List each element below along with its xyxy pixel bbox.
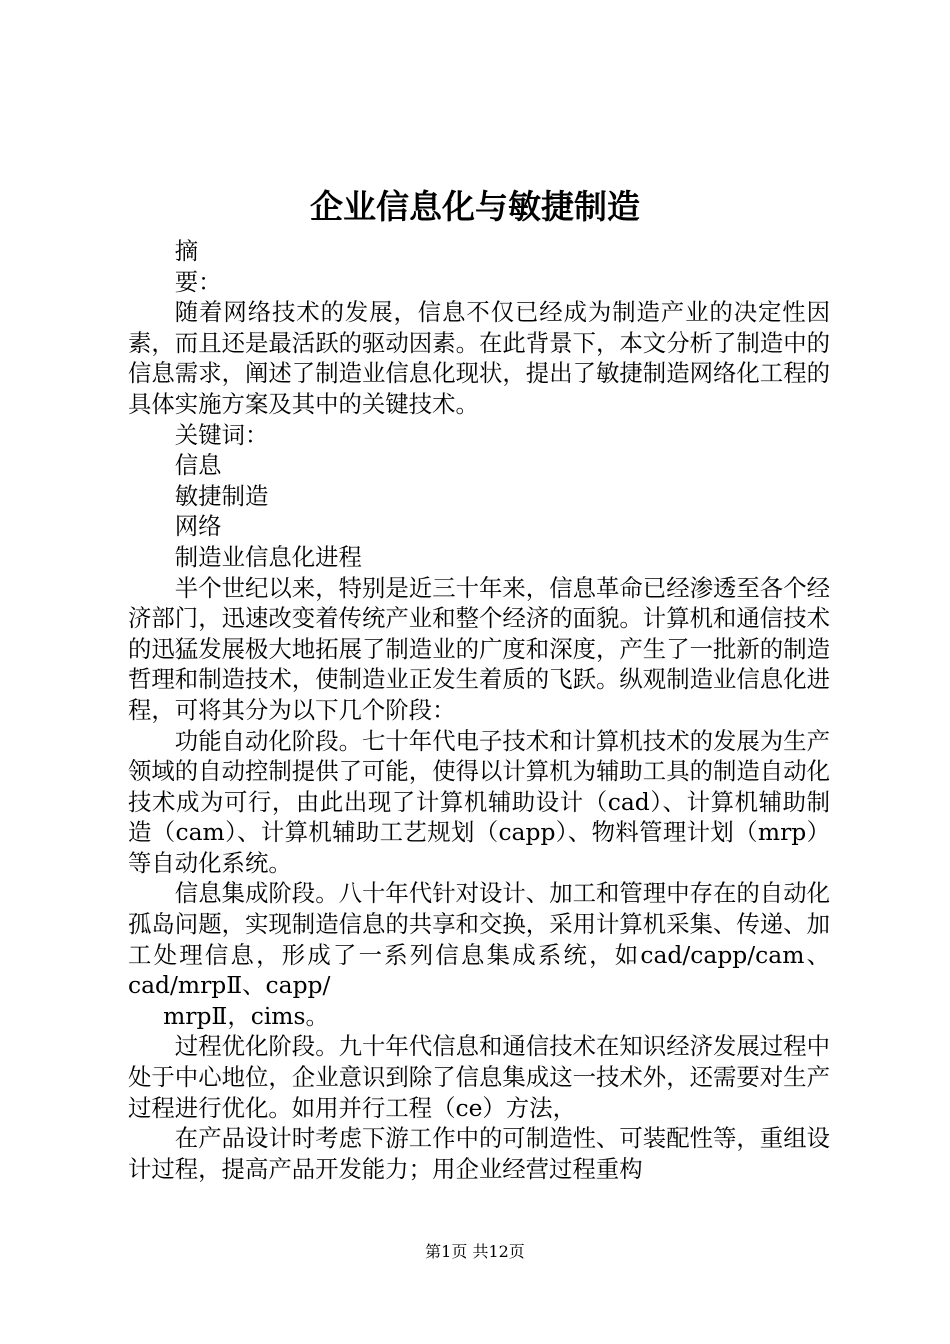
keywords-label: 关键词：	[174, 420, 269, 449]
document-title: 企业信息化与敏捷制造	[310, 187, 640, 226]
abstract-label-2: 要：	[174, 267, 222, 296]
document-body	[128, 236, 830, 1184]
paragraph-stage-1: 功能自动化阶段。七十年代电子技术和计算机技术的发展为生产领域的自动控制提供了可能，使得以计算机为辅助工具的制造自动化技术成为可行，由此出现了计算机辅助设计（cad）、计算机辅助制造（cam）、计算机辅助工艺规划（capp）、物料管理计划（mrp）等自动化系统。	[128, 726, 830, 877]
keyword-item: 敏捷制造	[174, 481, 269, 510]
paragraph-stage-2: 信息集成阶段。八十年代针对设计、加工和管理中存在的自动化孤岛问题，实现制造信息的共享和交换，采用计算机采集、传递、加工处理信息，形成了一系列信息集成系统，如cad/capp/cam、cad/mrpⅡ、capp/	[128, 879, 830, 1000]
abstract-label-1: 摘	[174, 237, 199, 265]
paragraph-stage-3: 过程优化阶段。九十年代信息和通信技术在知识经济发展过程中处于中心地位，企业意识到除了信息集成这一技术外，还需要对生产过程进行优化。如用并行工程（ce）方法，	[128, 1032, 830, 1122]
paragraph-stage-3-continued: 在产品设计时考虑下游工作中的可制造性、可装配性等，重组设计过程，提高产品开发能力；用企业经营过程重构	[128, 1124, 830, 1183]
keyword-item: 网络	[174, 512, 222, 541]
section-heading: 制造业信息化进程	[174, 542, 362, 571]
paragraph-stage-2-continued: mrpⅡ，cims。	[163, 1001, 329, 1030]
abstract-text: 随着网络技术的发展，信息不仅已经成为制造产业的决定性因素，而且还是最活跃的驱动因素。在此背景下，本文分析了制造中的信息需求，阐述了制造业信息化现状，提出了敏捷制造网络化工程的具体实施方案及其中的关键技术。	[128, 298, 830, 418]
paragraph-intro: 半个世纪以来，特别是近三十年来，信息革命已经渗透至各个经济部门，迅速改变着传统产业和整个经济的面貌。计算机和通信技术的迅猛发展极大地拓展了制造业的广度和深度，产生了一批新的制造哲理和制造技术，使制造业正发生着质的飞跃。纵观制造业信息化进程，可将其分为以下几个阶段：	[128, 573, 830, 724]
keyword-item: 信息	[174, 451, 222, 480]
page-footer: 第1页 共12页	[425, 1242, 525, 1261]
